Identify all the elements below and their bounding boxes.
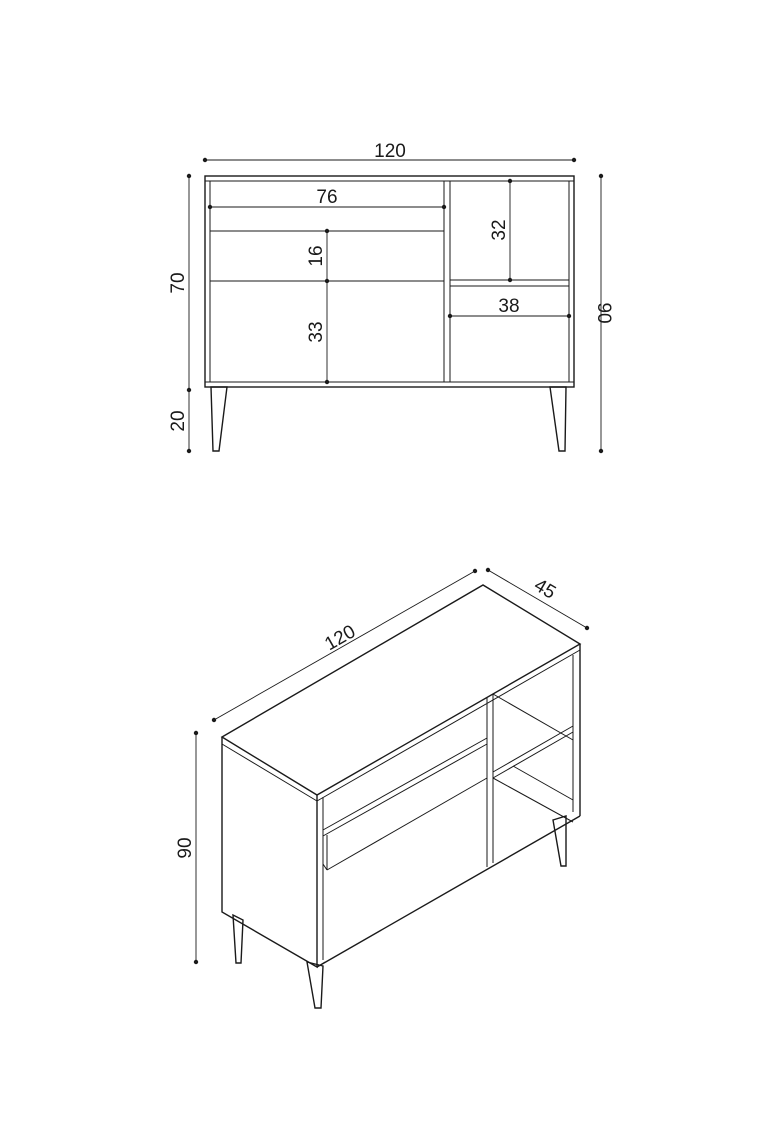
iso-leg-back-left (233, 915, 243, 963)
label-door-height: 33 (306, 321, 327, 343)
label-leg-height: 20 (168, 410, 189, 432)
dim-dot (325, 380, 329, 384)
label-total-height: 90 (593, 302, 614, 324)
front-left-leg (211, 387, 227, 451)
label-iso-depth: 45 (530, 574, 560, 604)
iso-right-shelf-front-b (493, 726, 573, 772)
iso-left-door-top (323, 864, 327, 870)
dim-dot (486, 568, 490, 572)
dim-dot (442, 205, 446, 209)
iso-top-surface (222, 585, 580, 795)
dim-dot (325, 229, 329, 233)
dim-dot (212, 718, 216, 722)
dim-dot (567, 314, 571, 318)
label-iso-height: 90 (175, 837, 196, 859)
iso-right-bottom-back (493, 778, 573, 822)
dim-dot (448, 314, 452, 318)
dim-dot (599, 174, 603, 178)
iso-left-shelf-1b (323, 744, 487, 836)
front-view (168, 141, 614, 453)
iso-bottom-front-edge (317, 816, 580, 967)
label-shelf-width: 38 (498, 296, 520, 317)
iso-leg-front-right (553, 816, 566, 866)
dim-dot (203, 158, 207, 162)
label-body-height: 70 (168, 272, 189, 294)
iso-top-edge-left (222, 744, 317, 801)
front-right-leg (550, 387, 566, 451)
dim-dot (572, 158, 576, 162)
iso-right-shelf-front (493, 732, 573, 778)
iso-top-edge-front (317, 650, 580, 801)
dim-dot (599, 449, 603, 453)
iso-right-shelf-back (513, 766, 573, 800)
dim-iso-depth (488, 570, 587, 628)
dim-dot (508, 278, 512, 282)
iso-leg-front-left (307, 962, 323, 1008)
label-drawer-width: 76 (316, 187, 338, 208)
iso-left-side (222, 737, 317, 967)
label-iso-width: 120 (321, 621, 360, 656)
dim-dot (187, 388, 191, 392)
dim-dot (473, 569, 477, 573)
label-shelf-height: 32 (489, 219, 510, 241)
dim-dot (187, 174, 191, 178)
iso-view (175, 568, 589, 1008)
dim-dot (194, 960, 198, 964)
dim-dot (194, 731, 198, 735)
dim-dot (585, 626, 589, 630)
label-drawer-height: 16 (306, 245, 327, 267)
dim-dot (187, 449, 191, 453)
iso-left-shelf-2 (327, 778, 487, 870)
label-front-width: 120 (374, 141, 406, 162)
dim-dot (508, 179, 512, 183)
dim-dot (208, 205, 212, 209)
